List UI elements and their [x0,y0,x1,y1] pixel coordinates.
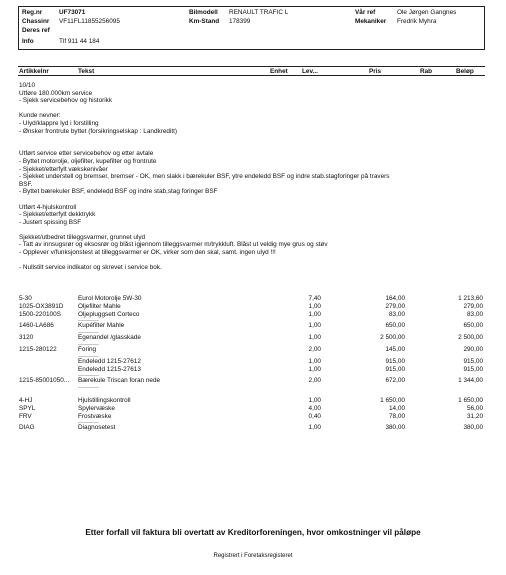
item-text: Oljepluggsett Corteco [78,310,140,318]
separator-line: -------------------- [78,372,99,378]
item-sum: 380,00 [463,424,483,432]
registration-text: Registrert i Foretaksregisteret [213,553,293,559]
kmstand-label: Km-Stand [189,18,220,25]
note-line: - Sjekket/etterfylt dekktrykk [19,211,96,219]
item-code: 5-30 [19,295,32,302]
separator-line: -------------------- [78,419,99,425]
item-qty: 4,00 [308,404,321,412]
item-price: 83,00 [389,310,405,318]
item-text: Foring [78,345,97,353]
info-label: Info [22,38,34,45]
item-price: 650,00 [385,322,405,330]
item-price: 915,00 [385,365,405,373]
item-price: 279,00 [385,302,405,310]
item-text: Endeledd 1215-27612 [78,357,141,365]
note-line: 10/10 [19,82,35,89]
note-line: - Nullstilt service indikator og skrevet i service bok. [19,264,162,272]
bilmodell-label: Bilmodell [189,9,218,16]
item-row [19,424,485,432]
item-code: 3120 [19,334,34,342]
item-sum: 1 650,00 [458,396,483,404]
item-qty: 1,00 [308,357,321,365]
note-line [19,226,449,234]
item-price: 672,00 [385,377,405,385]
note-line: - Ulyd/klappre lyd i forstilling [19,119,99,127]
item-qty: 2,00 [308,377,321,385]
separator-line: -------------------- [78,329,99,335]
item-code: 4-HJ [19,396,33,404]
item-code: SPYL [19,404,36,412]
item-sum: 290,00 [463,345,483,353]
note-line: - Tatt av innsugsrør og eksosrør og blåst igjennom tilleggsvarmer m/trykkluft. Blåst ut veldig mye grus og støv [19,241,328,249]
col-belop: Beløp [456,68,474,75]
item-text: Diagnosetest [78,424,116,432]
separator-line: -------------------- [78,317,99,323]
note-line: - Ønsker frontrute byttet (forsikringselskap : Landkreditt) [19,127,178,135]
item-sum: 83,00 [467,310,483,318]
col-artikkelnr: Artikkelnr [19,68,49,75]
note-line [19,143,449,151]
note-line: Utført service etter servicebehov og etter avtale [19,150,154,158]
item-text: Frostvæske [78,412,112,420]
item-price: 164,00 [385,295,405,302]
separator-line: -------------------- [78,384,99,390]
note-line: - Justert spissing BSF [19,218,82,226]
col-lev: Lev... [302,68,318,75]
col-rab: Rab [420,68,433,75]
col-enhet: Enhet [270,68,288,75]
note-line: Utføre 180.000km service [19,89,93,97]
item-sum: 1 344,00 [458,377,483,385]
item-code: DIAG [19,424,35,432]
item-sum: 31,20 [467,412,483,420]
note-line: - Byttet motorolje, oljefilter, kupefilter og frontrute [19,157,157,165]
item-code: 1025-OX3891D [19,302,64,310]
item-qty: 7,40 [308,295,321,302]
work-notes [19,82,449,272]
var-ref-label: Vår ref [355,9,376,16]
item-sum: 1 213,60 [458,295,483,302]
note-line: - Sjekk servicebehov og historikk [19,97,113,105]
col-tekst: Tekst [78,68,95,75]
regnr-value: UF73071 [59,9,86,16]
item-price: 380,00 [385,424,405,432]
item-qty: 0,40 [308,412,321,420]
separator-line: -------------------- [78,340,99,346]
note-line: Kunde nevner: [19,112,61,120]
note-line: - Sjekket understell og bremser, bremser - OK, men slakk i bærekuler BSF, ytre endeledd BSF og indre stab.stagforinger på travers [19,173,390,181]
var-ref-value: Ole Jørgen Gangnes [397,9,457,16]
chassinr-value: VF11FL11855256095 [59,18,120,25]
item-text: Bærekule Triscan foran nede [78,377,161,385]
note-line: Sjekket/utbedret tilleggsvarmer, grunnet ulyd [19,233,146,241]
item-code: 1215-85001050... [19,377,70,385]
item-code: 1215-280122 [19,345,57,353]
item-qty: 1,00 [308,322,321,330]
item-qty: 1,00 [308,365,321,373]
item-qty: 2,00 [308,345,321,353]
item-code: 1460-LA686 [19,322,54,330]
item-sum: 650,00 [463,322,483,330]
column-header [18,66,485,76]
header-box [18,6,485,50]
item-text: Eurol Motorolje 5W-30 [78,295,142,302]
item-qty: 1,00 [308,424,321,432]
note-line: Utført 4-hjulskontroll [19,203,77,211]
item-text: Hjulstillingskontroll [78,396,131,404]
item-qty: 1,00 [308,302,321,310]
item-text: Spylervæske [78,404,115,412]
item-qty: 1,00 [308,334,321,342]
mekaniker-value: Fredrik Myhra [397,18,437,25]
item-code: FRV [19,412,32,420]
item-text: Endeledd 1215-27613 [78,365,141,373]
blank-row [19,389,485,397]
item-row [19,397,485,405]
item-sum: 2 500,00 [458,334,483,342]
item-price: 2 500,00 [380,334,405,342]
item-price: 1 650,00 [380,396,405,404]
note-line [19,257,449,265]
mekaniker-label: Mekaniker [355,18,387,25]
item-row [19,405,485,413]
item-sum: 915,00 [463,365,483,373]
item-sum: 915,00 [463,357,483,365]
item-text: Oljefilter Mahle [78,302,121,310]
item-qty: 1,00 [308,310,321,318]
item-price: 915,00 [385,357,405,365]
note-line [19,105,449,113]
note-line [19,135,449,143]
note-line: - Opplever v/funksjonstest at tilleggsvarmer er OK, virker som den skal, samt. ingen ulyd !!! [19,249,276,257]
note-line [19,196,449,204]
item-qty: 1,00 [308,396,321,404]
chassinr-label: Chassinr [22,18,50,25]
item-row [19,295,485,303]
item-price: 145,00 [385,345,405,353]
note-line: - Byttet bærekuler BSF, endeledd BSF og indre stab,stag foringer BSF [19,188,218,196]
bilmodell-value: RENAULT TRAFIC L [229,9,289,16]
line-items [19,295,485,432]
item-price: 14,00 [389,404,405,412]
item-sum: 56,00 [467,404,483,412]
item-code: 1500-220100S [19,310,61,318]
item-text: Egenandel /glasskade [78,334,141,342]
collection-notice: Etter forfall vil faktura bli overtatt av Kreditorforeningen, hvor omkostninger vil påløpe [85,528,421,537]
note-line: - Sjekket/etterfylt vækskenivåer [19,165,108,173]
col-pris: Pris [369,68,382,75]
info-value: Tlf 911 44 184 [59,38,100,45]
item-sum: 279,00 [463,302,483,310]
item-text: Kupéfilter Mahle [78,322,125,330]
item-row [19,358,485,366]
regnr-label: Reg.nr [22,9,43,16]
kmstand-value: 178399 [229,18,251,25]
separator-line: -------------------- [78,352,99,358]
deres-ref-label: Deres ref [22,27,50,34]
item-price: 78,00 [389,412,405,420]
note-line: BSF. [19,180,33,188]
item-row [19,303,485,311]
